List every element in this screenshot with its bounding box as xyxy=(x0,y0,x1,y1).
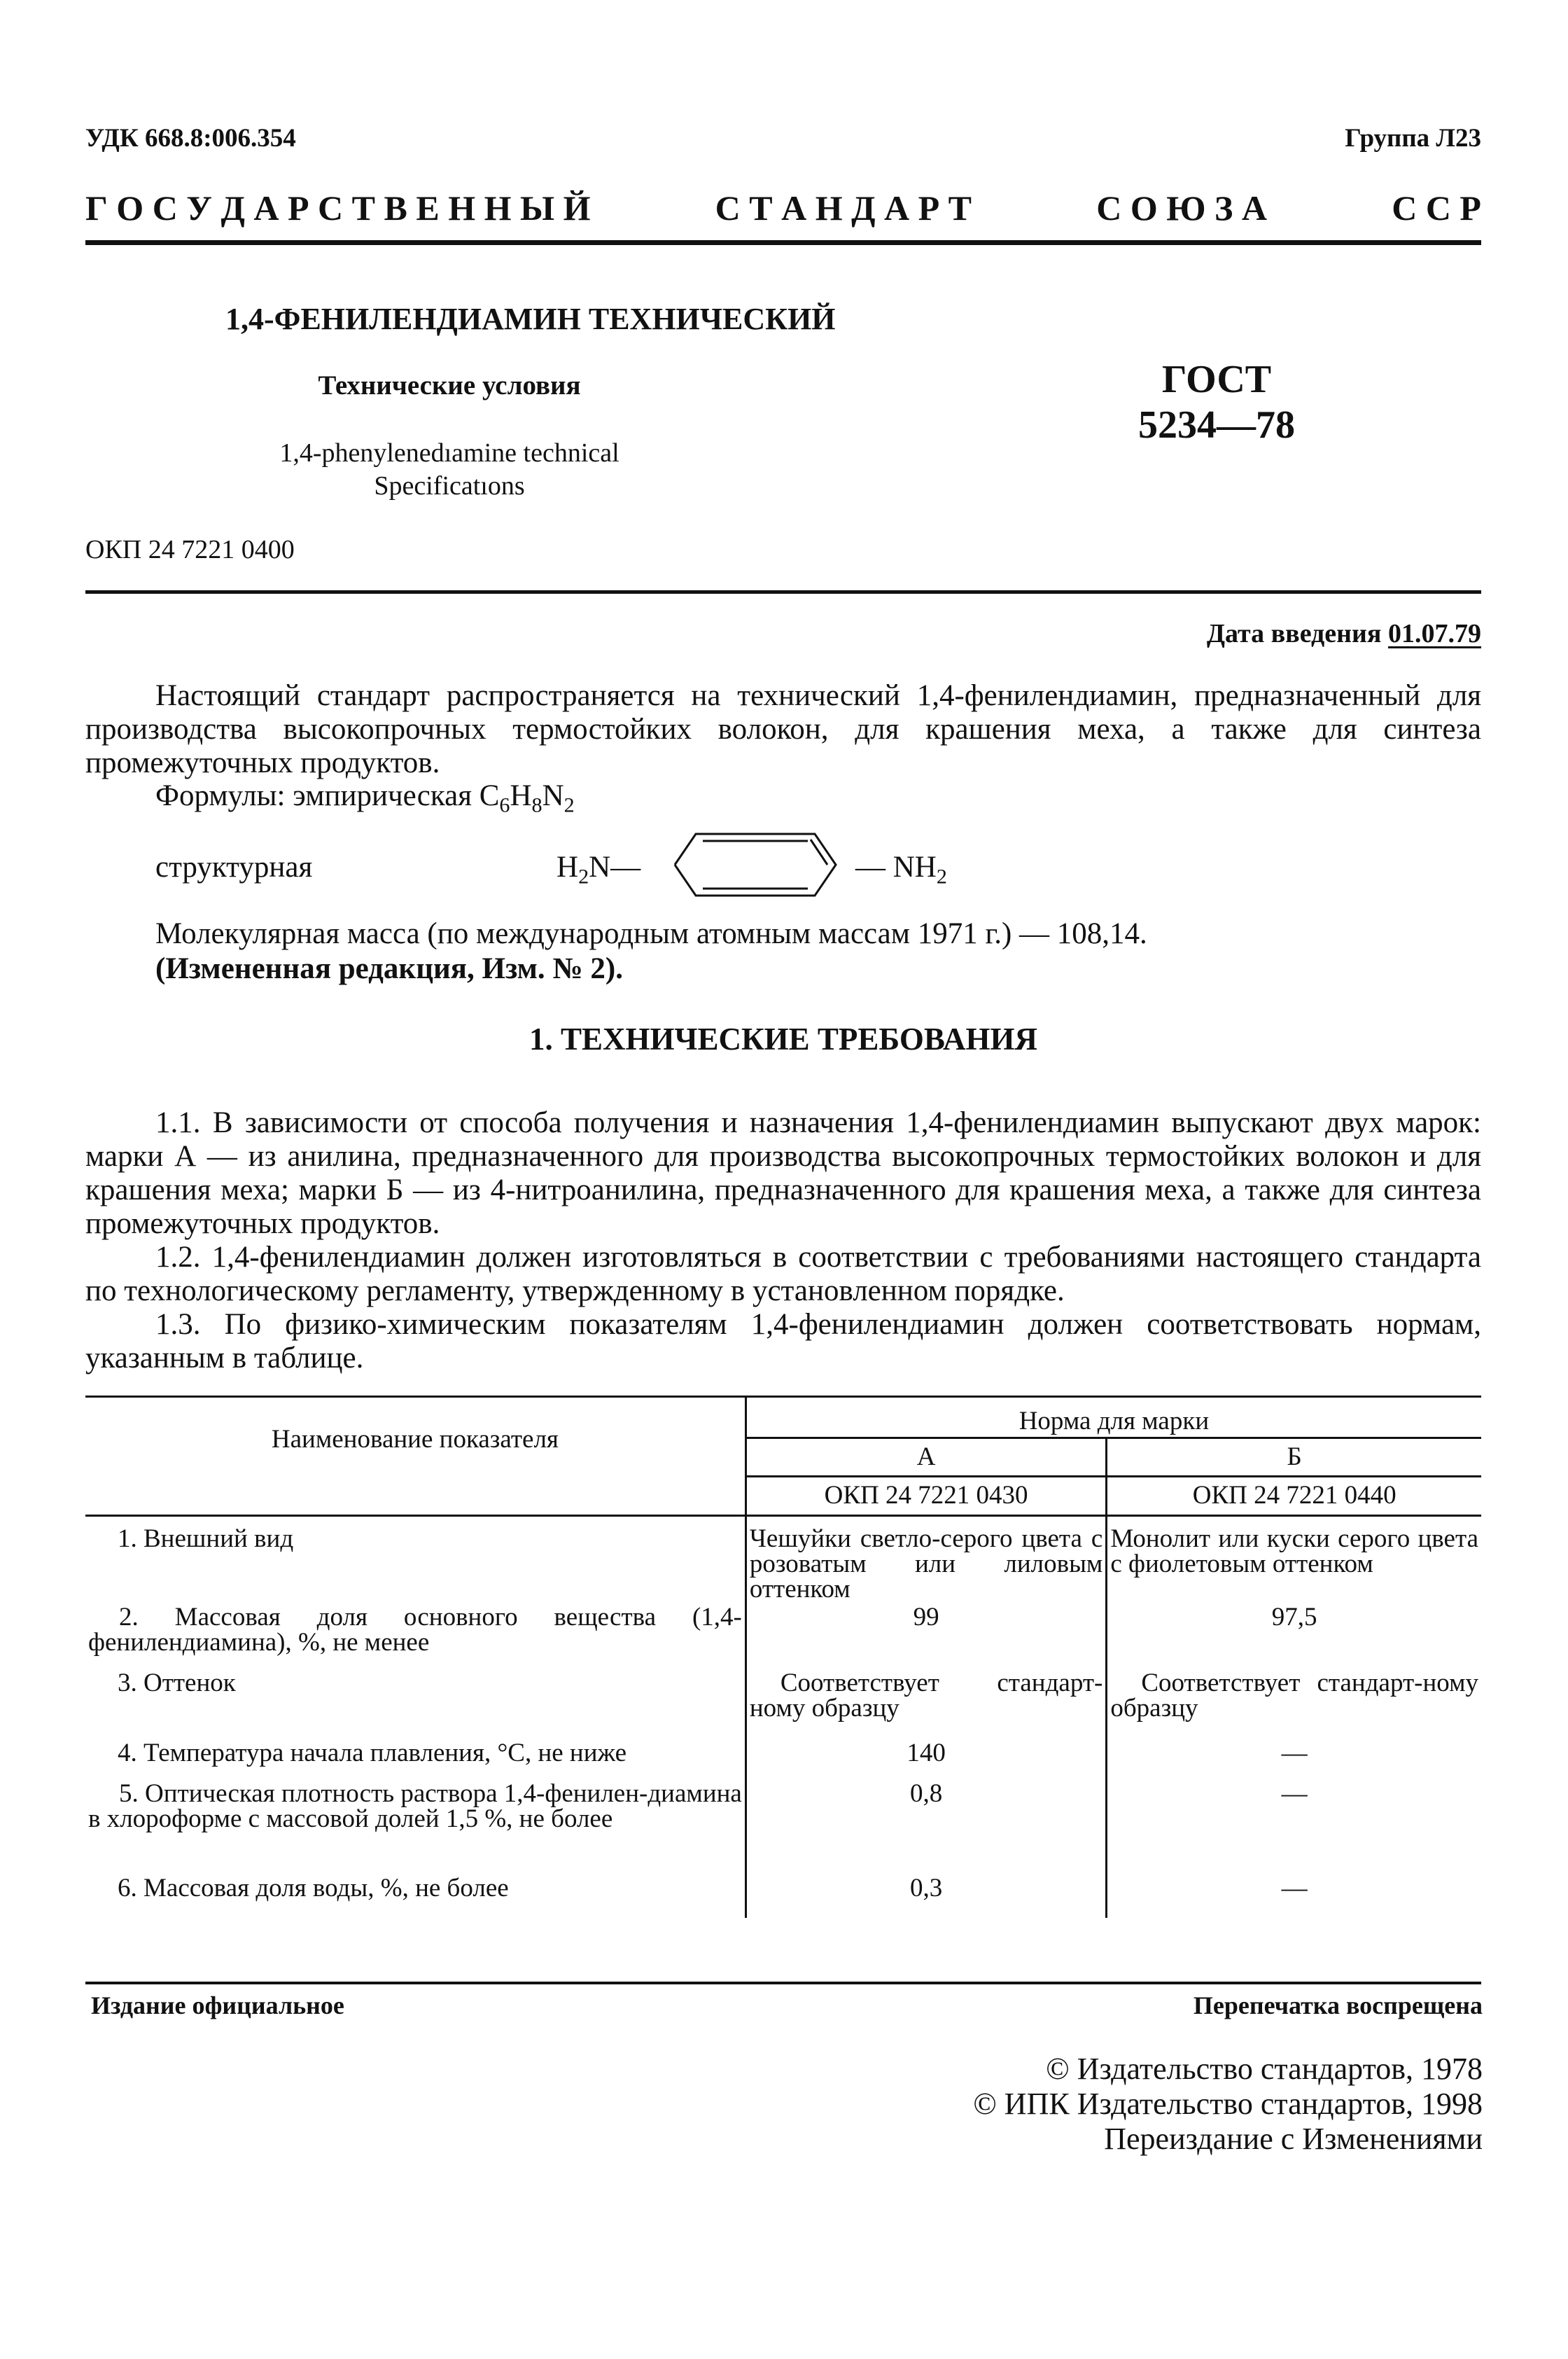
table-row xyxy=(85,1605,1481,1671)
table-row xyxy=(85,1876,1481,1918)
clause-1-2: 1.2. 1,4-фенилендиамин должен изготовляться в соответствии с требованиями настоящего стандарта по технологическому регламенту, утвержденному в установленном порядке. xyxy=(85,1241,1481,1307)
structural-label: структурная xyxy=(155,851,313,884)
header-grade-a: А xyxy=(746,1438,1107,1476)
molecular-mass: Молекулярная масса (по международным атомным массам 1971 г.) — 108,14. xyxy=(155,917,1147,950)
clause-1-3: 1.3. По физико-химическим показателям 1,4-фенилендиамин должен соответствовать нормам, указанным в таблице. xyxy=(85,1308,1481,1375)
header-rule xyxy=(85,240,1481,245)
table-row xyxy=(85,1741,1481,1781)
gost-number: 5234—78 xyxy=(1138,403,1295,447)
norms-table xyxy=(85,1397,1481,1918)
intro-date-value: 01.07.79 xyxy=(1388,619,1481,648)
copyright-1998: © ИПК Издательство стандартов, 1998 xyxy=(973,2087,1483,2121)
copyright-block xyxy=(973,2052,1483,2157)
row-value-a: 0,3 xyxy=(746,1876,1107,1918)
footer-rule xyxy=(85,1982,1481,1984)
state-standard-banner xyxy=(85,188,1481,228)
row-name: 6. Массовая доля воды, %, не более xyxy=(85,1876,746,1918)
row-name: 2. Массовая доля основного вещества (1,4-фенилендиамина), %, не менее xyxy=(85,1605,746,1671)
row-value-b: — xyxy=(1281,1779,1308,1808)
row-value-b: 97,5 xyxy=(1271,1603,1317,1631)
row-name: 4. Температура начала плавления, °С, не ниже xyxy=(85,1741,746,1781)
english-title: 1,4-phenylenedıamine technical xyxy=(279,438,620,468)
intro-date xyxy=(1207,618,1481,649)
reissue-note: Переиздание с Изменениями xyxy=(1104,2122,1483,2156)
row-value-b: Соответствует стандарт-ному образцу xyxy=(1110,1669,1478,1723)
row-value-a: 99 xyxy=(746,1605,1107,1671)
header-grade-b: Б xyxy=(1107,1438,1481,1476)
row-name: 3. Оттенок xyxy=(85,1671,746,1741)
official-edition: Издание официальное xyxy=(91,1991,344,2019)
benzene-ring-icon xyxy=(672,830,839,900)
okp-grade-b: ОКП 24 7221 0440 xyxy=(1107,1476,1481,1515)
row-value-a: 140 xyxy=(746,1741,1107,1781)
banner-word: С Т А Н Д А Р Т xyxy=(715,188,972,228)
empirical-formula: Формулы: эмпирическая $C_6H_8N_2$ xyxy=(155,779,575,817)
banner-word: С О Ю З А xyxy=(1096,188,1268,228)
structural-left-group: $H_2N—$ xyxy=(556,851,641,889)
header-norm: Норма для марки xyxy=(746,1397,1481,1438)
table-row xyxy=(85,1781,1481,1876)
row-value-b: — xyxy=(1281,1874,1308,1902)
amendment-note: (Измененная редакция, Изм. № 2). xyxy=(155,952,623,985)
document-subtitle: Технические условия xyxy=(318,370,581,401)
row-value-b: Монолит или куски серого цвета с фиолетовым оттенком xyxy=(1110,1524,1478,1578)
udk-code: УДК 668.8:006.354 xyxy=(85,124,296,153)
section-title: 1. ТЕХНИЧЕСКИЕ ТРЕБОВАНИЯ xyxy=(528,1022,1038,1057)
title-rule xyxy=(85,590,1481,594)
header-blank xyxy=(85,1476,746,1515)
row-value-a: Соответствует стандарт-ному образцу xyxy=(746,1671,1107,1741)
row-name: 1. Внешний вид xyxy=(85,1515,746,1605)
row-value-a: Чешуйки светло-серого цвета с розоватым или лиловым оттенком xyxy=(746,1515,1107,1605)
document-title: 1,4-ФЕНИЛЕНДИАМИН ТЕХНИЧЕСКИЙ xyxy=(225,302,836,336)
banner-word: С С Р xyxy=(1392,188,1481,228)
scope-paragraph: Настоящий стандарт распространяется на технический 1,4-фенилендиамин, предназначенный для производства высокопрочных термостойких волокон, для крашения меха, а также для синтеза промежуточных продуктов. xyxy=(85,679,1481,779)
table-row xyxy=(85,1671,1481,1741)
clause-1-1: 1.1. В зависимости от способа получения и назначения 1,4-фенилендиамин выпускают двух марок: марки А — из анилина, предназначенного для производства высокопрочных термостойких волокон и для крашения меха; марки Б — из 4-нитроанилина, предназначенного для крашения меха, а также для синтеза промежуточных продуктов. xyxy=(85,1106,1481,1240)
banner-word: Г О С У Д А Р С Т В Е Н Н Ы Й xyxy=(85,188,591,228)
intro-date-label: Дата введения xyxy=(1206,619,1382,648)
header-indicator-name: Наименование показателя xyxy=(85,1397,746,1476)
structural-right-group: — $NH_2$ xyxy=(855,851,947,889)
okp-code: ОКП 24 7221 0400 xyxy=(85,535,295,564)
row-value-b: — xyxy=(1281,1739,1308,1767)
gost-label: ГОСТ xyxy=(1161,358,1272,401)
row-name: 5. Оптическая плотность раствора 1,4-фенилен-диамина в хлороформе с массовой долей 1,5 %, не более xyxy=(85,1781,746,1876)
copyright-1978: © Издательство стандартов, 1978 xyxy=(1046,2052,1483,2086)
group-code: Группа Л23 xyxy=(1345,124,1481,153)
okp-grade-a: ОКП 24 7221 0430 xyxy=(746,1476,1107,1515)
reprint-prohibited: Перепечатка воспрещена xyxy=(1193,1991,1483,2019)
english-subtitle: Specificatıons xyxy=(374,471,525,501)
table-row xyxy=(85,1515,1481,1605)
row-value-a: 0,8 xyxy=(746,1781,1107,1876)
